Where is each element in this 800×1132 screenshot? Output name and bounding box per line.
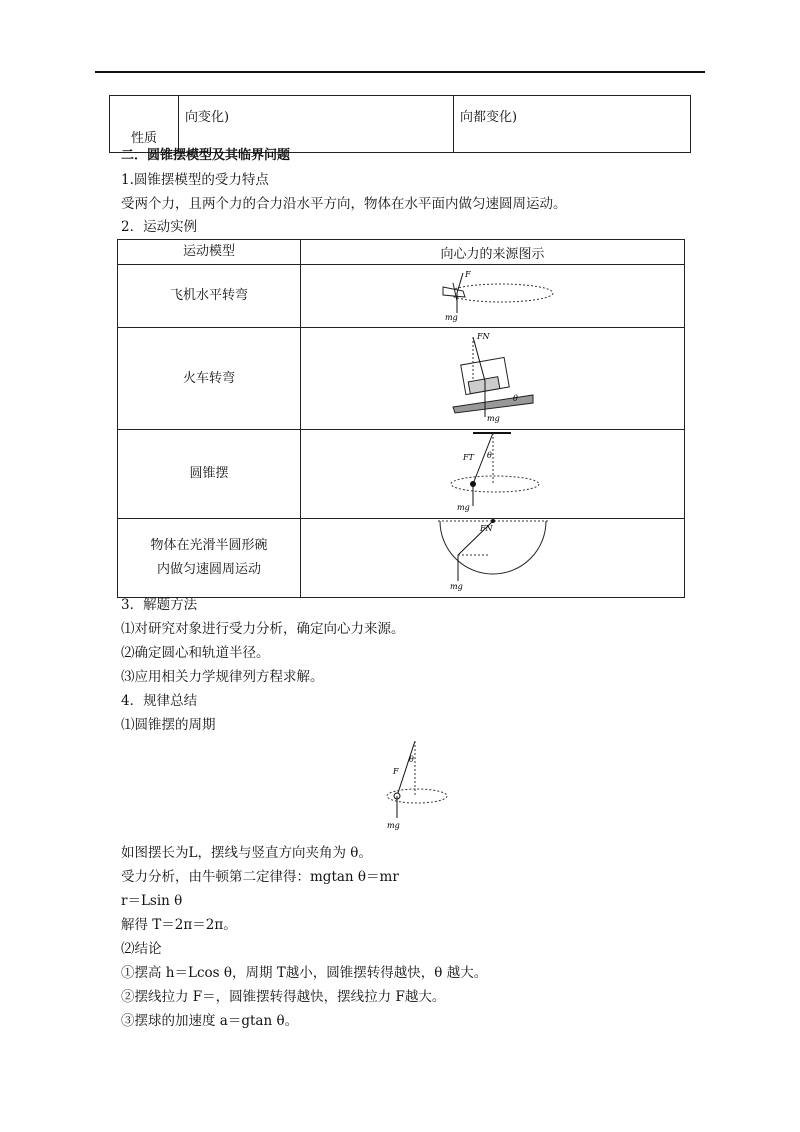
diagram-train: [301, 328, 685, 430]
model-train: 火车转弯: [118, 328, 301, 430]
diagram-airplane: [301, 265, 685, 328]
sub3-heading: 3．解题方法: [121, 597, 198, 613]
sub3-item-2: ⑵确定圆心和轨道半径。: [121, 645, 270, 661]
bowl-diagram: [428, 519, 558, 593]
label-fn: FN: [479, 524, 493, 533]
diagram-bowl: [301, 519, 685, 598]
period-heading: ⑴圆锥摆的周期: [121, 717, 216, 733]
rule-line-8: ③摆球的加速度 a＝gtan θ。: [121, 1013, 299, 1029]
label-mg: mg: [449, 582, 463, 591]
diagram-conical-pendulum: [301, 430, 685, 519]
model-bowl: [118, 519, 301, 598]
label-theta: θ: [486, 451, 492, 460]
conical-pendulum-diagram: [433, 430, 553, 514]
label-f: F: [464, 270, 471, 279]
label-theta: θ: [409, 755, 414, 764]
sub1-heading: 1.圆锥摆模型的受力特点: [121, 172, 269, 188]
motion-examples-table: [117, 239, 685, 598]
label-mg: mg: [486, 413, 500, 423]
rule-line-6: ①摆高 h＝Lcos θ，周期 T越小，圆锥摆转得越快，θ 越大。: [121, 965, 488, 981]
label-fn: FN: [476, 331, 490, 341]
rule-line-5: ⑵结论: [121, 941, 162, 957]
sub3-item-3: ⑶应用相关力学规律列方程求解。: [121, 669, 324, 685]
header-rule: [95, 71, 705, 73]
header-diagram: 向心力的来源图示: [301, 240, 685, 265]
rule-line-2: 受力分析，由牛顿第二定律得：mgtan θ＝mr: [121, 869, 399, 885]
header-model: 运动模型: [118, 240, 301, 265]
rule-line-7: ②摆线拉力 F＝，圆锥摆转得越快，摆线拉力 F越大。: [121, 989, 446, 1005]
label-mg: mg: [387, 821, 400, 830]
model-bowl-line2: 内做匀速圆周运动: [156, 562, 261, 577]
airplane-diagram: [423, 265, 563, 323]
rule-line-4: 解得 T＝2π＝2π。: [121, 917, 237, 933]
property-label: 性质: [110, 96, 179, 153]
sub4-heading: 4．规律总结: [121, 693, 198, 709]
model-bowl-line1: 物体在光滑半圆形碗: [150, 538, 268, 553]
sub2-heading: 2．运动实例: [121, 219, 198, 235]
label-theta: θ: [512, 393, 518, 403]
model-airplane: 飞机水平转弯: [118, 265, 301, 328]
label-ft: FT: [462, 453, 474, 462]
sub3-item-1: ⑴对研究对象进行受力分析，确定向心力来源。: [121, 621, 405, 637]
pendulum-figure: [375, 738, 455, 830]
property-cell-2: 向都变化): [454, 96, 691, 153]
label-mg: mg: [444, 313, 458, 322]
property-table: [109, 95, 691, 153]
sub1-text: 受两个力，且两个力的合力沿水平方向，物体在水平面内做匀速圆周运动。: [121, 196, 567, 212]
train-diagram: [433, 329, 553, 425]
section-title: 二．圆锥摆模型及其临界问题: [121, 148, 291, 163]
label-mg: mg: [456, 503, 470, 512]
rule-line-1: 如图摆长为L，摆线与竖直方向夹角为 θ。: [121, 845, 372, 861]
model-conical-pendulum: 圆锥摆: [118, 430, 301, 519]
rule-line-3: r＝Lsin θ: [121, 893, 183, 909]
property-cell-1: 向变化): [179, 96, 454, 153]
label-f: F: [393, 767, 399, 776]
